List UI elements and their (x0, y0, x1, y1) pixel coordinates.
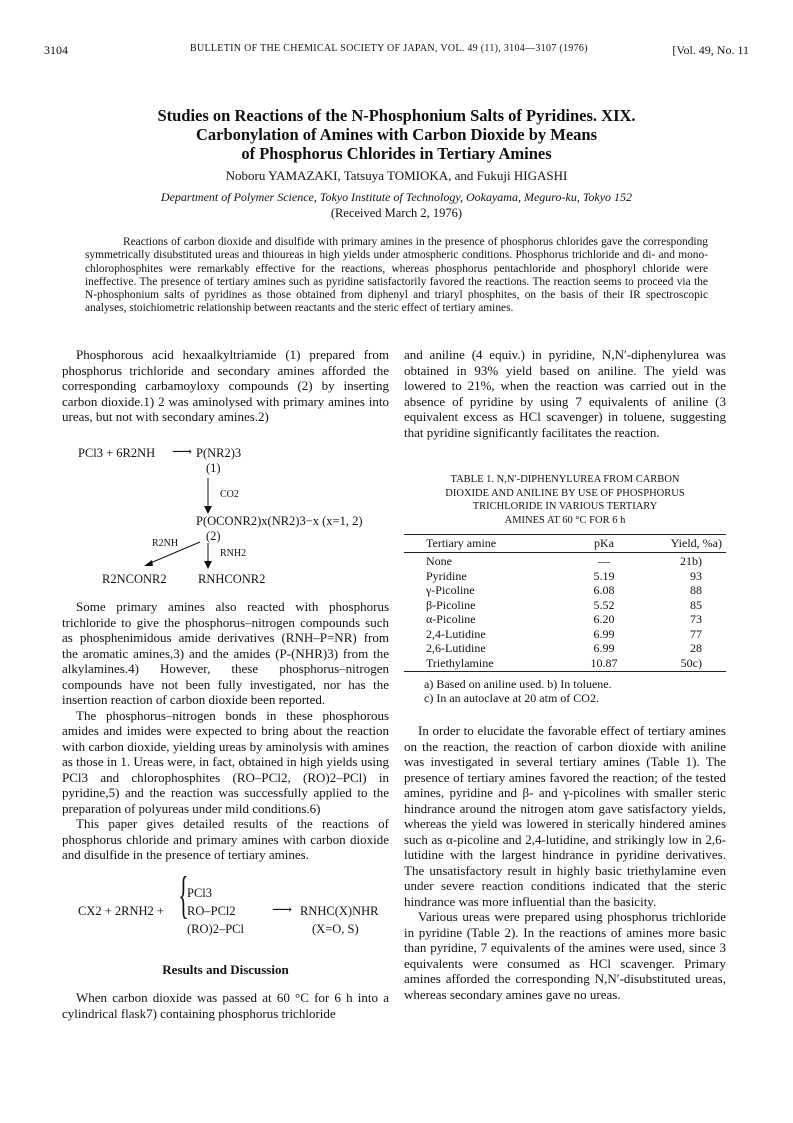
table-header-row (404, 536, 726, 550)
table-row (404, 554, 726, 568)
table-cell: γ-Picoline (426, 583, 475, 597)
paragraph: In order to elucidate the favorable effect of tertiary amines on the reaction, the reaction of carbon dioxide with aniline was investigated in several tertiary amines (Table 1). The presence of tertiary amines favored the reaction; of the tested amines, pyridine and β- and γ-picolines with smaller steric hindrance around the nitrogen atom gave satisfactory yields, whereas the yield was lowered in sterically hindered amines such as α-picoline and 2,4-lutidine, and strikingly low in 2,6-lutidine with the largest hindrance in pyridine derivatives. The unsatisfactory result in highly basic triethylamine even under severe reaction conditions indicated that the steric hindrance was more influential than the basicity. (404, 723, 726, 909)
scheme-arrow: ⟶ (272, 903, 293, 918)
table-row (404, 641, 726, 655)
table-cell: 93 (690, 568, 702, 583)
table-cell: 5.19 (593, 568, 615, 583)
compound-label: (2) (206, 529, 221, 543)
scheme-option: PCl3 (187, 886, 213, 900)
title-line: Studies on Reactions of the N-Phosphonium Salts of Pyridines. XIX. (157, 106, 636, 125)
paragraph: and aniline (4 equiv.) in pyridine, N,N′-diphenylurea was obtained in 93% yield based on aniline. The yield was lowered to 21%, when the reaction was carried out in the absence of pyridine by using 7 equivalents of aniline (3 equivalent excess as HCl scavenger) in toluene, suggesting that pyridine significantly facilitates the reaction. (404, 347, 726, 440)
left-column-results (62, 990, 389, 1021)
table-cell: 6.08 (593, 583, 615, 597)
reaction-scheme-2 (62, 867, 392, 940)
scheme-option: (RO)2–PCl (187, 922, 244, 936)
paragraph: Phosphorous acid hexaalkyltriamide (1) prepared from phosphorus trichloride and secondary amines afforded the corresponding carbamoyloxy compounds (2) by inserting carbon dioxide.1) 2 was aminolysed with primary amines into ureas, but not with secondary amines.2) (62, 347, 389, 424)
table-cell: 2,6-Lutidine (426, 641, 486, 655)
received-date: (Received March 2, 1976) (330, 206, 463, 220)
table-cell: 5.52 (593, 597, 615, 612)
table-footnote: c) In an autoclave at 20 atm of CO2. (424, 691, 599, 705)
table-row (404, 569, 726, 583)
paragraph: Various ureas were prepared using phosphorus trichloride in pyridine (Table 2). In the reactions of amines more basic than pyridine, 7 equivalents of the amines were used, since 3 equivalents were consumed as HCl scavenger. Primary amines afforded the corresponding N,N′-disubstituted ureas, whereas secondary amines gave no ureas. (404, 909, 726, 1002)
down-arrow-icon (202, 543, 214, 573)
column-header: pKa (594, 536, 614, 550)
reagent-label: R2NH (152, 538, 179, 549)
table-row (404, 598, 726, 612)
brace-icon: { (178, 867, 189, 924)
caption-line: TRICHLORIDE IN VARIOUS TERTIARY (472, 501, 658, 512)
abstract: Reactions of carbon dioxide and disulfide with primary amines in the presence of phosphorus chlorides gave the corresponding symmetrically disubstituted ureas and thioureas in high yields under atmospheric conditions. Phosphorus trichloride and di- and mono-chlorophosphites were remarkably effective for the reactions, whereas phosphorus pentachloride and phosphoryl chloride were ineffective. The presence of tertiary amines such as pyridine satisfactorily favored the reactions. The reaction seems to proceed via the N-phosphonium salts of pyridines as those obtained from diphenyl and triaryl phosphites, on the basis of their IR spectroscopic analyses, stoichiometric relationship between reactants and the steric effect of tertiary amines. (85, 236, 708, 315)
table-caption (404, 473, 726, 527)
column-header: Tertiary amine (426, 536, 497, 550)
scheme-arrow: ⟶ (172, 445, 193, 460)
authors: Noboru YAMAZAKI, Tatsuya TOMIOKA, and Fukuji HIGASHI (225, 168, 568, 183)
scheme-condition: (X=O, S) (312, 922, 359, 936)
table-cell: — (598, 554, 610, 568)
paragraph: The phosphorus–nitrogen bonds in these phosphorous amides and imides were expected to bring about the reaction with carbon dioxide, yielding ureas by aminolysis with amines as those in 1. Ureas were, in fact, obtained in high yields using PCl3 and chlorophosphites (RO–PCl2, (RO)2–PCl) in pyridine,5) and the reaction was successfully applied to the preparation of polyureas under mild conditions.6) (62, 707, 389, 816)
scheme-option: RO–PCl2 (187, 904, 236, 918)
table-cell: None (426, 554, 452, 568)
table-cell: β-Picoline (426, 597, 476, 612)
table-cell: 2,4-Lutidine (426, 626, 486, 641)
table-cell: 88 (690, 583, 702, 597)
table-cell: 28 (690, 641, 702, 655)
journal-running-head: BULLETIN OF THE CHEMICAL SOCIETY OF JAPAN, VOL. 49 (11), 3104—3107 (1976) (190, 43, 588, 54)
table-row (404, 612, 726, 626)
compound-label: (1) (206, 461, 221, 475)
left-column-body (62, 599, 389, 863)
table-row (404, 656, 726, 670)
page-number: 3104 (44, 43, 68, 57)
table-cell: 50c) (680, 655, 702, 670)
reaction-scheme-1 (62, 440, 392, 590)
table-rule (404, 671, 726, 672)
table-rule (404, 534, 726, 535)
table-cell: 77 (690, 626, 702, 641)
caption-line: DIOXIDE AND ANILINE BY USE OF PHOSPHORUS (445, 487, 685, 499)
table-cell: Triethylamine (426, 655, 494, 670)
article-title (60, 106, 733, 163)
caption-line: TABLE 1. N,N′-DIPHENYLUREA FROM CARBON (450, 474, 680, 485)
table-cell: 85 (690, 597, 702, 612)
table-cell: 21b) (680, 554, 702, 568)
column-header: Yield, %a) (670, 536, 722, 550)
table-cell: 10.87 (590, 655, 618, 670)
title-line: of Phosphorus Chlorides in Tertiary Amines (241, 144, 552, 163)
down-arrow-icon (202, 478, 214, 518)
table-cell: α-Picoline (426, 612, 476, 626)
scheme-product-1: P(NR2)3 (196, 446, 242, 460)
table-row (404, 583, 726, 597)
table-cell: 6.99 (593, 641, 615, 655)
caption-line: AMINES AT 60 °C FOR 6 h (504, 514, 626, 526)
table-cell: 6.20 (593, 612, 615, 626)
title-line: Carbonylation of Amines with Carbon Dioxide by Means (195, 125, 598, 144)
affiliation: Department of Polymer Science, Tokyo Institute of Technology, Ookayama, Meguro-ku, Tokyo 152 (160, 190, 633, 204)
paragraph: This paper gives detailed results of the reactions of phosphorus chloride and primary amines with carbon dioxide and disulfide in the presence of tertiary amines. (62, 816, 389, 862)
table-rule (404, 552, 726, 553)
reagent-label: CO2 (220, 489, 239, 500)
right-column-top (404, 347, 726, 440)
right-column-body (404, 723, 726, 1002)
left-column-intro (62, 347, 389, 425)
table-cell: Pyridine (426, 568, 467, 583)
volume-label: [Vol. 49, No. 11 (672, 43, 749, 57)
reagent-label: RNH2 (220, 548, 247, 559)
section-heading: Results and Discussion (162, 962, 289, 977)
table-cell: 6.99 (593, 626, 615, 641)
scheme-rhs: RNHC(X)NHR (300, 904, 379, 918)
scheme-lhs: CX2 + 2RNH2 + (78, 904, 164, 918)
table-cell: 73 (690, 612, 702, 626)
scheme-urea-2: RNHCONR2 (198, 572, 266, 586)
paragraph: When carbon dioxide was passed at 60 °C for 6 h into a cylindrical flask7) containing phosphorus trichloride (62, 990, 389, 1021)
table-row (404, 627, 726, 641)
scheme-reactants: PCl3 + 6R2NH (78, 446, 156, 460)
scheme-urea-1: R2NCONR2 (102, 572, 167, 586)
table-footnote: a) Based on aniline used. b) In toluene. (424, 677, 612, 691)
scheme-product-2: P(OCONR2)x(NR2)3−x (x=1, 2) (196, 514, 363, 528)
paragraph: Some primary amines also reacted with phosphorus trichloride to give the phosphorus–nitrogen compounds such as phosphenimidous amide derivatives (RNH–P=NR) from the aromatic amines,3) and the amides (P-(NHR)3) from the alkylamines.4) However, these phosphorus–nitrogen compounds have not been fully investigated, nor has the insertion reaction of carbon dioxide been reported. (62, 599, 389, 707)
